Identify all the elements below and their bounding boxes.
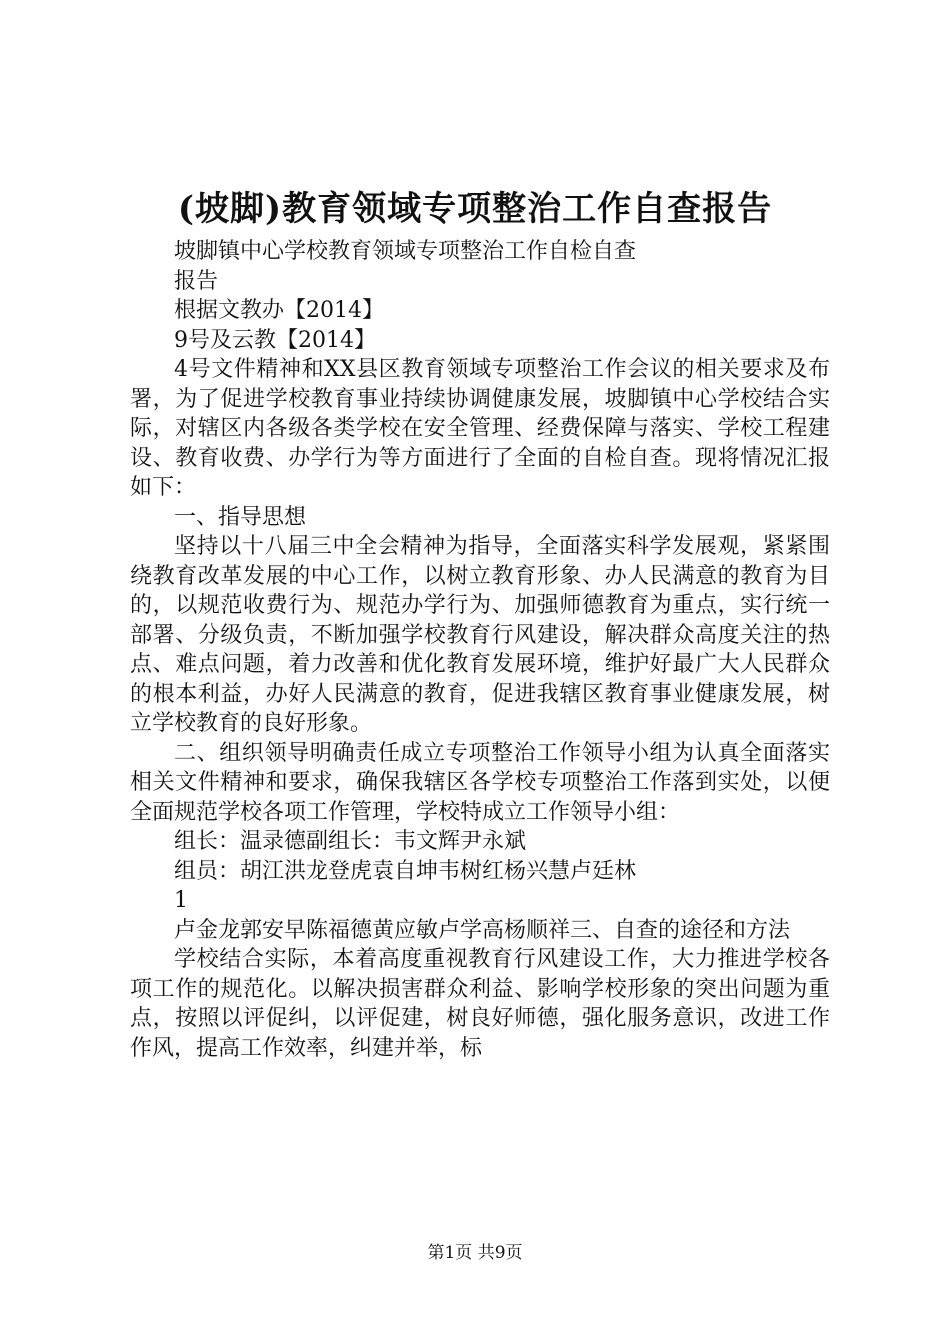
document-title: (坡脚)教育领域专项整治工作自查报告 xyxy=(177,189,773,229)
document-body xyxy=(130,237,830,1063)
paragraph: 二、组织领导明确责任成立专项整治工作领导小组为认真全面落实相关文件精神和要求，确保我辖区各学校专项整治工作落到实处，以便全面规范学校各项工作管理，学校特成立工作领导小组： xyxy=(130,740,830,825)
paragraph: 坚持以十八届三中全会精神为指导，全面落实科学发展观，紧紧围绕教育改革发展的中心工作，以树立教育形象、办人民满意的教育为目的，以规范收费行为、规范办学行为、加强师德教育为重点，实行统一部署、分级负责，不断加强学校教育行风建设，解决群众高度关注的热点、难点问题，着力改善和优化教育发展环境，维护好最广大人民群众的根本利益，办好人民满意的教育，促进我辖区教育事业健康发展，树立学校教育的良好形象。 xyxy=(130,534,830,736)
section-heading: 一、指导思想 xyxy=(174,504,307,530)
page-footer: 第1页 共9页 xyxy=(427,1243,523,1263)
paragraph: 9号及云教【2014】 xyxy=(174,327,376,353)
paragraph: 坡脚镇中心学校教育领域专项整治工作自检自查 xyxy=(174,239,637,264)
paragraph: 卢金龙郭安早陈福德黄应敏卢学高杨顺祥三、自查的途径和方法 xyxy=(174,917,791,943)
paragraph: 组员：胡江洪龙登虎袁自坤韦树红杨兴慧卢廷林 xyxy=(174,858,637,884)
paragraph: 学校结合实际，本着高度重视教育行风建设工作，大力推进学校各项工作的规范化。以解决损害群众利益、影响学校形象的突出问题为重点，按照以评促纠，以评促建，树良好师德，强化服务意识，改进工作作风，提高工作效率，纠建并举，标 xyxy=(130,947,830,1061)
paragraph: 组长：温录德副组长：韦文辉尹永斌 xyxy=(174,829,527,854)
paragraph: 4号文件精神和XX县区教育领域专项整治工作会议的相关要求及布署，为了促进学校教育事业持续协调健康发展，坡脚镇中心学校结合实际，对辖区内各级各类学校在安全管理、经费保障与落实、学校工程建设、教育收费、办学行为等方面进行了全面的自检自查。现将情况汇报如下： xyxy=(130,357,830,500)
paragraph: 报告 xyxy=(174,268,219,294)
inline-page-number: 1 xyxy=(174,888,188,913)
paragraph: 根据文教办【2014】 xyxy=(174,298,384,323)
